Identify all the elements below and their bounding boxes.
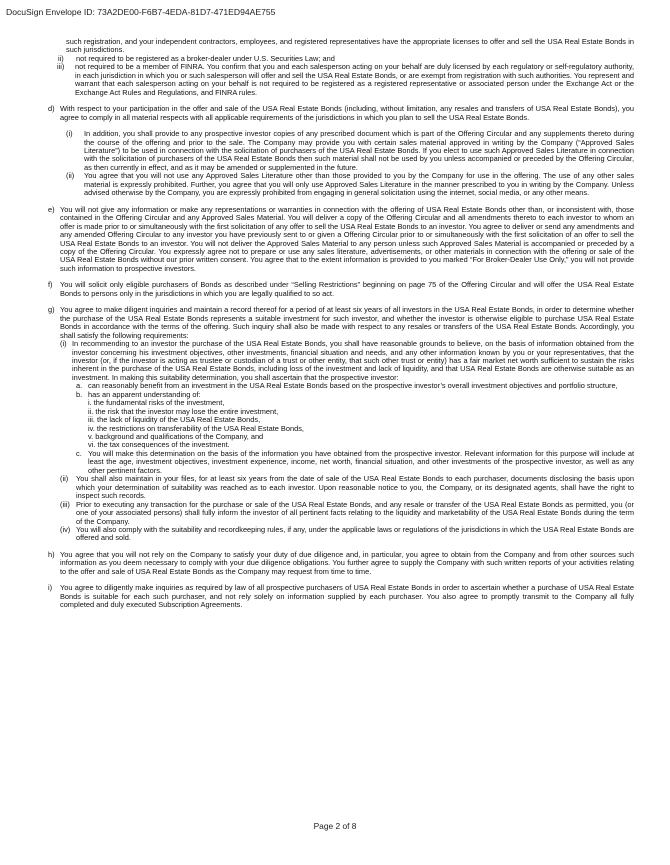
clause-text: You agree that you will not rely on the Company to satisfy your duty of due diligence and, in particular, you agree to obtain from the Company and from other sources such information as you deem necessary to comply with your due diligence obligations. You further agree to supply the Company with such written reports of your activities relating to the offer and sale of USA Real Estate Bonds as the Company may request from time to time. bbox=[60, 549, 634, 576]
clause-g-i-c bbox=[48, 450, 634, 475]
clause-d bbox=[48, 105, 634, 122]
clause-text: has an apparent understanding of: bbox=[88, 389, 201, 399]
clause-g-i bbox=[48, 340, 634, 382]
clause-label: (i) bbox=[66, 129, 73, 139]
list-item: vi. the tax consequences of the investment. bbox=[88, 440, 230, 450]
clause-text: Prior to executing any transaction for the purchase or sale of the USA Real Estate Bonds, and any resale or transfer of the USA Real Estate Bonds as permitted, you (or one of your associated persons) shall fully inform the investor of all pertinent facts relating to the liquidity and marketability of the USA Real Estate Bonds during the term of the Company. bbox=[76, 499, 634, 526]
clause-label: a. bbox=[76, 381, 83, 391]
clause-text: You will solicit only eligible purchasers of Bonds as described under “Selling Restrictions” beginning on page 75 of the Offering Circular and will offer the USA Real Estate Bonds to persons only in the jurisdictions in which you are legally qualified to so act. bbox=[60, 280, 634, 298]
clause-text: You will not give any information or make any representations or warranties in connection with the offering of USA Real Estate Bonds other than, or inconsistent with, those contained in the Offering Circular and any Approved Sales Material. You will deliver a copy of the Offering Circular and all amendments thereto to each investor to whom an offer is made prior to or simultaneously with the first solicitation of any offer to sell the USA Real Estate Bonds to an investor. You agree to deliver or send any amendments and any amended Offering Circular to any investor you have previously sent to or given a Offering Circular prior to or simultaneously with the first solicitation of an offer to sell the USA Real Estate Bonds to an investor. You will not deliver the Approved Sales Material to any person unless such Approved Sales Material is accompanied or preceded by a copy of the Offering Circular. You expressly agree not to prepare or use any sales literature, advertisements, or other materials in connection with the offering or sale of the USA Real Estate Bonds without our prior written consent. You agree that to the extent information is provided to you marked “For Broker-Dealer Use Only,” you will not provide such information to prospective investors. bbox=[60, 204, 634, 273]
clause-label: c. bbox=[76, 448, 82, 458]
document-body bbox=[48, 38, 634, 610]
clause-text: You shall also maintain in your files, for at least six years from the date of sale of the USA Real Estate Bonds to each purchaser, documents disclosing the basis upon which your determination of suitability was reached as to each investor. Upon reasonable notice to you, the Company, or its designated agents, shall have the right to inspect such records. bbox=[76, 474, 634, 501]
clause-text: You will make this determination on the basis of the information you have obtained from the prospective investor. Relevant information for this purpose will include at least the age, investment objectives, investment experience, income, net worth, financial situation, and other investments of the prospective investor, as well as any other pertinent factors. bbox=[88, 448, 634, 475]
clause-g-iii bbox=[48, 501, 634, 526]
clause-text: can reasonably benefit from an investment in the USA Real Estate Bonds based on the prospective investor’s overall investment objectives and portfolio structure, bbox=[88, 381, 618, 391]
clause-d-i bbox=[48, 130, 634, 172]
list-item: v. background and qualifications of the Company, and bbox=[88, 432, 264, 442]
page-number: Page 2 of 8 bbox=[313, 821, 357, 831]
clause-d-ii bbox=[48, 172, 634, 197]
clause-text: With respect to your participation in the offer and sale of the USA Real Estate Bonds (including, without limitation, any resales and transfers of USA Real Estate Bonds), you agree to comply in all material respects with all applicable requirements of the jurisdictions in which you plan to sell the USA Real Estate Bonds. bbox=[60, 104, 634, 122]
clause-label: f) bbox=[48, 280, 53, 290]
list-item: iii. the lack of liquidity of the USA Real Estate Bonds, bbox=[88, 415, 261, 425]
clause-label: iii) bbox=[57, 62, 65, 72]
clause-text: In recommending to an investor the purchase of the USA Real Estate Bonds, you shall have reasonable grounds to believe, on the basis of information obtained from the investor concerning his investment objectives, other investments, financial situation and needs, and any other information known by you or your representatives, that the investor (or, if the investor is acting as trustee or custodian of a trust or other entity, that such other trust or entity) has a fair market net worth sufficient to sustain the risks inherent in the purchase of the USA Real Estate Bonds, including loss of the investment and lack of liquidity, and that USA Real Estate Bonds are otherwise suitable as an investment. In making this suitability determination, you shall ascertain that the prospective investor: bbox=[72, 339, 634, 382]
clause-label: ii) bbox=[58, 53, 64, 63]
clause-text: You will also comply with the suitability and recordkeeping rules, if any, under the applicable laws or regulations of the jurisdictions in which the USA Real Estate Bonds are offered and sold. bbox=[76, 525, 634, 543]
clause-text: You agree to make diligent inquiries and maintain a record thereof for a period of at least six years of all investors in the USA Real Estate Bonds, in order to determine whether the purchase of the USA Real Estate Bonds represents a suitable investment for such investor, and whether the investor is otherwise eligible to purchase USA Real Estate Bonds in accordance with the terms of the offering. Such inquiry shall also be made with respect to any resales or transfers of the USA Real Estate Bonds. Accordingly, you shall satisfy the following requirements: bbox=[60, 305, 634, 340]
list-item: iv. the restrictions on transferability of the USA Real Estate Bonds, bbox=[88, 423, 304, 433]
clause-label: e) bbox=[48, 204, 55, 214]
clause-g-ii bbox=[48, 475, 634, 500]
clause-label: (iv) bbox=[60, 525, 71, 535]
clause-text: not required to be registered as a broker-dealer under U.S. Securities Law; and bbox=[76, 53, 335, 63]
clause-label: (ii) bbox=[66, 171, 75, 181]
clause-label: g) bbox=[48, 305, 55, 315]
clause-f bbox=[48, 281, 634, 298]
clause-label: (i) bbox=[60, 339, 67, 349]
clause-e bbox=[48, 206, 634, 274]
clause-c-iii bbox=[48, 63, 634, 97]
clause-c-continuation: such registration, and your independent contractors, employees, and registered representatives have the appropriate licenses to offer and sell the USA Real Estate Bonds in such jurisdictions. bbox=[66, 37, 634, 55]
docusign-envelope-id: DocuSign Envelope ID: 73A2DE00-F6B7-4EDA-81D7-471ED94AE755 bbox=[6, 7, 276, 17]
list-item: ii. the risk that the investor may lose the entire investment, bbox=[88, 406, 279, 416]
clause-i bbox=[48, 584, 634, 609]
clause-g-iv bbox=[48, 526, 634, 543]
clause-label: b. bbox=[76, 389, 83, 399]
clause-label: i) bbox=[48, 583, 53, 593]
list-item: i. the fundamental risks of the investment, bbox=[88, 398, 225, 408]
clause-text: You agree that you will not use any Approved Sales Literature other than those provided to you by the Company for use in the offering. The use of any other sales material is expressly prohibited. Further, you agree that you will only use Approved Sales Literature in the manner prescribed to you in writing by the Company. Unless advised otherwise by the Company, you are expressly prohibited from engaging in general solicitation using the internet, social media, or any other means. bbox=[84, 171, 634, 198]
clause-label: h) bbox=[48, 549, 55, 559]
clause-label: (iii) bbox=[60, 499, 70, 509]
clause-label: d) bbox=[48, 104, 55, 114]
clause-text: not required to be a member of FINRA. You confirm that you and each salesperson acting on your behalf are duly licensed by each regulatory or self-regulatory authority, in each jurisdiction in which you or such salesperson will offer and sell the USA Real Estate Bonds, or are exempt from registration with such authorities. You represent and warrant that each salesperson acting on your behalf is not required to be registered as a registered representative or associated person under the Exchange Act or the Exchange Act Rules and Regulations, and FINRA rules. bbox=[75, 62, 634, 97]
clause-text: You agree to diligently make inquiries as required by law of all prospective purchasers of USA Real Estate Bonds in order to ascertain whether a purchase of USA Real Estate Bonds is suitable for each such purchaser, and not rely solely on information supplied by each purchaser. You also agree to promptly transmit to the Company all fully completed and duly executed Subscription Agreements. bbox=[60, 583, 634, 610]
clause-label: (ii) bbox=[60, 474, 69, 484]
clause-text: In addition, you shall provide to any prospective investor copies of any prescribed document which is part of the Offering Circular and any supplements thereto during the course of the offering and prior to the sale. The Company may provide you with certain sales material approved in writing by the Company (“Approved Sales Literature”) to be used in connection with the solicitation of purchasers of the USA Real Estate Bonds. If you elect to use such Approved Sales Literature in connection with the solicitation of purchasers of the USA Real Estate Bonds then such material shall not be used by you unless accompanied or preceded by the Offering Circular, as then currently in effect, and as it may be amended or supplemented in the future. bbox=[84, 129, 634, 172]
clause-g bbox=[48, 306, 634, 340]
clause-h bbox=[48, 551, 634, 576]
